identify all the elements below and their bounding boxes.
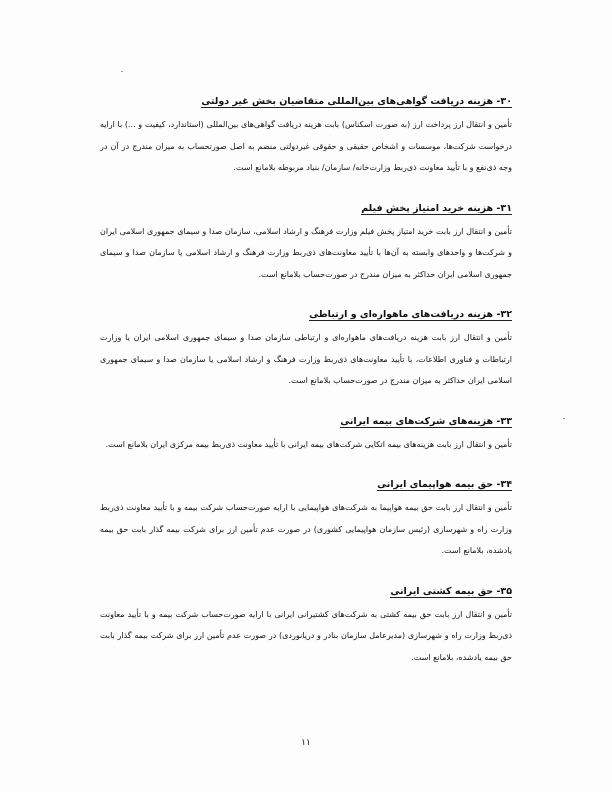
section-heading-text: ۳۲- هزینه دریافت‌های ماهواره‌ای و ارتباطی — [309, 309, 512, 320]
document-content — [100, 94, 512, 690]
scan-speck — [121, 71, 123, 72]
section-body: تأمین و انتقال ارز بابت هزینه دریافت‌های ماهواره‌ای و ارتباطی سازمان صدا و سیمای جمهوری اسلامی ایران یا وزارت ارتباطات و فناوری اطلاعات، با تأیید معاونت‌های ذی‌ربط وزارت فرهنگ و ارشاد اسلامی یا سازمان صدا و سیمای جمهوری اسلامی ایران حداکثر به میزان مندرج در صورت‌حساب بلامانع است. — [100, 333, 512, 385]
section-33 — [100, 414, 512, 456]
section-32 — [100, 307, 512, 392]
section-30 — [100, 94, 512, 179]
section-31 — [100, 201, 512, 286]
section-heading-text: ۳۴- حق بیمه هواپیمای ایرانی — [377, 479, 512, 490]
section-heading-text: ۳۵- حق بیمه کشتی ایرانی — [390, 585, 512, 597]
section-heading-text: ۳۰- هزینه دریافت گواهی‌های بین‌المللی متقاضیان بخش غیر دولتی — [201, 96, 512, 107]
section-heading — [100, 201, 512, 217]
section-heading-text: ۳۱- هزینه خرید امتیاز پخش فیلم — [361, 202, 512, 214]
section-heading — [100, 94, 512, 110]
section-heading-text: ۳۳- هزینه‌های شرکت‌های بیمه ایرانی — [340, 415, 512, 427]
section-body: تأمین و انتقال ارز پرداخت ارز (به صورت اسکناس) بابت هزینه دریافت گواهی‌های بین‌المللی (استاندارد، کیفیت و ...) با ارایه درخواست شرکت‌ها، موسسات و اشخاص حقیقی و حقوقی غیردولتی منضم به اصل صورتحساب به میزان مندرج در آن در وجه ذی‌نفع و با تأیید معاونت ذی‌ربط وزارت‌خانه/ سازمان/ بنیاد مربوطه بلامانع است. — [100, 120, 512, 172]
page-number: ۱۱ — [301, 738, 311, 748]
scan-speck — [563, 418, 565, 419]
section-34 — [100, 477, 512, 562]
section-35 — [100, 584, 512, 669]
section-heading — [100, 307, 512, 323]
section-heading — [100, 414, 512, 430]
section-heading — [100, 584, 512, 600]
section-body: تأمین و انتقال ارز بابت خرید امتیاز پخش فیلم وزارت فرهنگ و ارشاد اسلامی، سازمان صدا و سیمای جمهوری اسلامی ایران و شرکت‌ها و واحدهای وابسته به آن‌ها با تأیید معاونت‌های ذی‌ربط وزارت فرهنگ و ارشاد اسلامی یا سازمان صدا و سیمای جمهوری اسلامی ایران حداکثر به میزان مندرج در صورت‌حساب بلامانع است. — [100, 226, 512, 279]
section-body: تأمین و انتقال ارز بابت حق بیمه کشتی به شرکت‌های کشتیرانی ایرانی با ارایه صورت‌حساب شرکت بیمه و با تأیید معاونت ذی‌ربط وزارت راه و شهرسازی (مدیرعامل سازمان بنادر و دریانوردی) در صورت عدم تأمین ارز برای شرکت بیمه گذار بابت حق بیمه یادشده، بلامانع است. — [100, 609, 512, 662]
section-heading — [100, 477, 512, 493]
section-body: تأمین و انتقال ارز بابت هزینه‌های بیمه اتکایی شرکت‌های بیمه ایرانی با تأیید معاونت ذی‌ربط بیمه مرکزی ایران بلامانع است. — [105, 439, 512, 449]
section-body: تأمین و انتقال ارز بابت حق بیمه هواپیما به شرکت‌های هواپیمایی با ارایه صورت‌حساب شرکت بیمه و با تأیید معاونت ذی‌ربط وزارت راه و شهرسازی (رئیس سازمان هواپیمایی کشوری) در صورت عدم تأمین ارز برای شرکت بیمه گذار بابت حق بیمه یادشده، بلامانع است. — [100, 503, 512, 555]
